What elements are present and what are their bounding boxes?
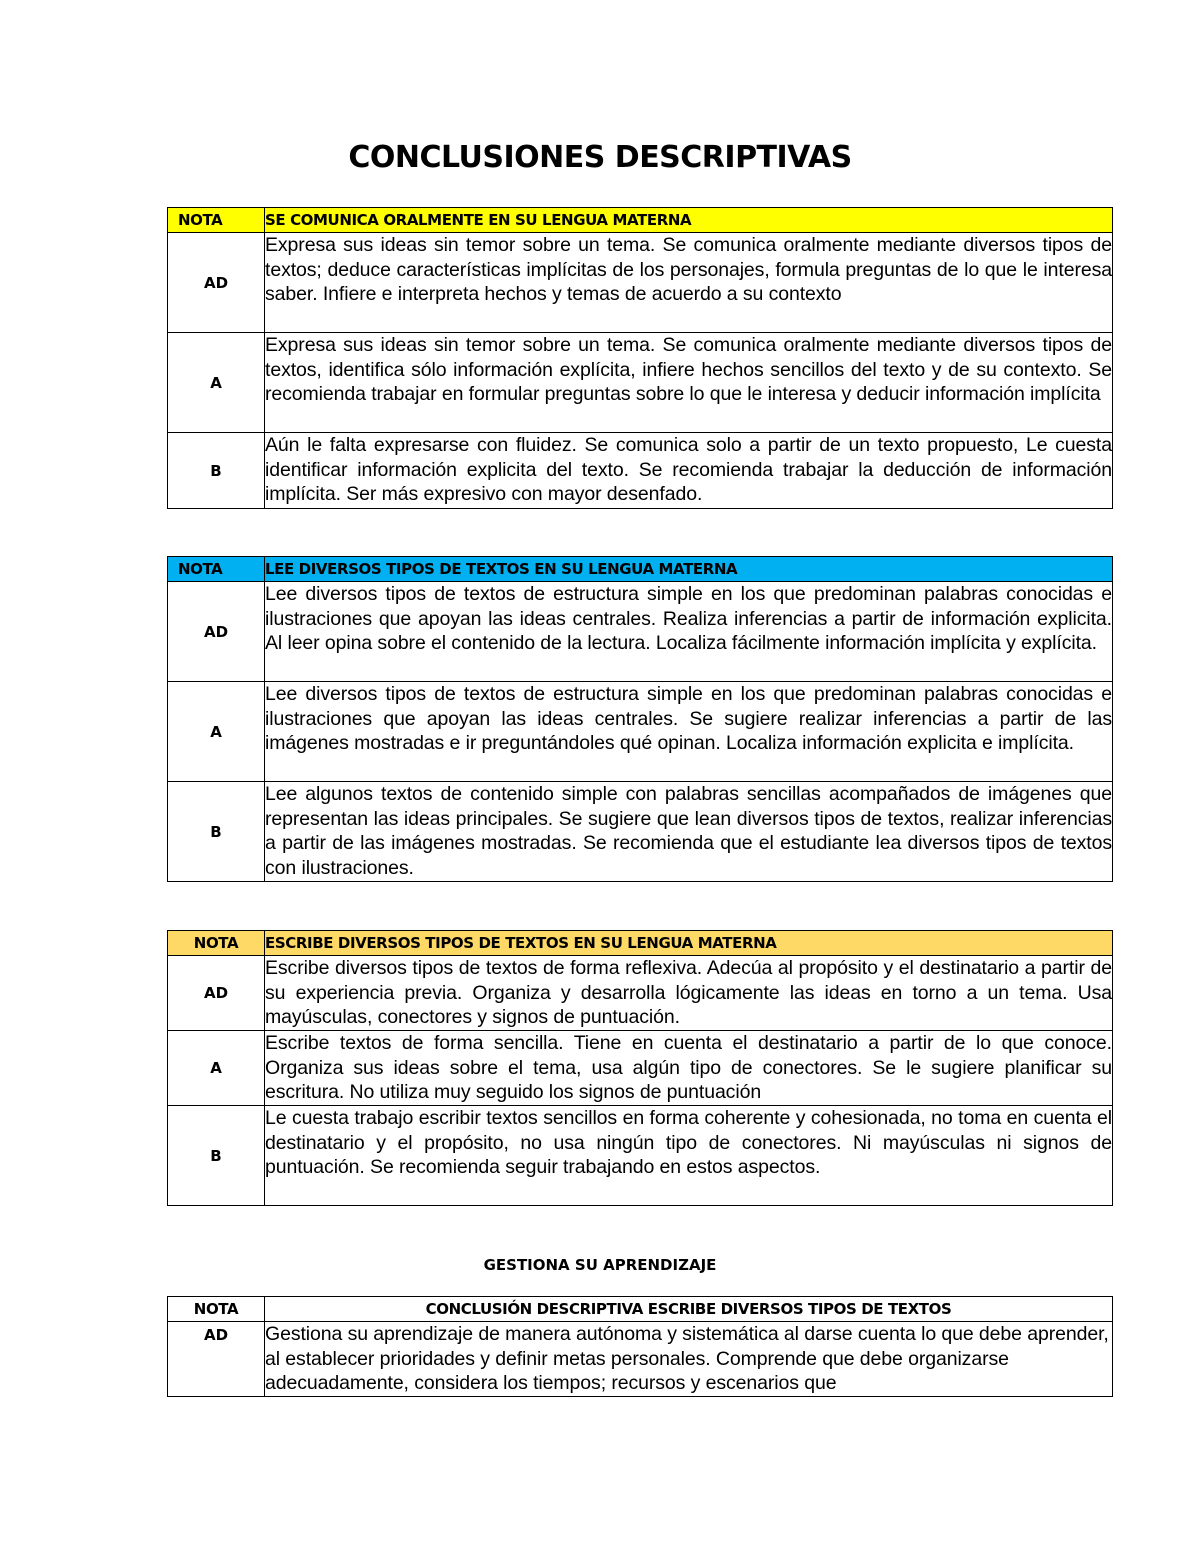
table-header-row xyxy=(168,1297,1113,1322)
competence-header: ESCRIBE DIVERSOS TIPOS DE TEXTOS EN SU LENGUA MATERNA xyxy=(265,931,1113,956)
table-row xyxy=(168,1106,1113,1206)
table-se-comunica-oralmente xyxy=(167,207,1113,509)
description-cell: Gestiona su aprendizaje de manera autónoma y sistemática al darse cuenta lo que debe aprender, al establecer prioridades y definir metas personales. Comprende que debe organizarse adecuadamente, considera los tiempos; recursos y escenarios que xyxy=(265,1322,1113,1397)
table-gestiona-aprendizaje xyxy=(167,1296,1113,1397)
table-row xyxy=(168,1322,1113,1397)
grade-cell: A xyxy=(168,1031,265,1106)
description-cell: Expresa sus ideas sin temor sobre un tema. Se comunica oralmente mediante diversos tipos de textos; deduce características implícitas de los personajes, formula preguntas de lo que le interesa saber. Infiere e interpreta hechos y temas de acuerdo a su contexto xyxy=(265,233,1113,333)
description-cell: Aún le falta expresarse con fluidez. Se comunica solo a partir de un texto propuesto, Le cuesta identificar información explicita del texto. Se recomienda trabajar la deducción de información implícita. Ser más expresivo con mayor desenfado. xyxy=(265,433,1113,509)
description-cell: Lee diversos tipos de textos de estructura simple en los que predominan palabras conocidas e ilustraciones que apoyan las ideas centrales. Se sugiere realizar inferencias a partir de las imágenes mostradas e ir preguntándoles qué opinan. Localiza información explicita e implícita. xyxy=(265,682,1113,782)
table-row xyxy=(168,333,1113,433)
table-row xyxy=(168,1031,1113,1106)
table-row xyxy=(168,782,1113,882)
grade-cell: AD xyxy=(168,233,265,333)
page-title: CONCLUSIONES DESCRIPTIVAS xyxy=(348,140,852,175)
description-cell: Lee diversos tipos de textos de estructura simple en los que predominan palabras conocidas e ilustraciones que apoyan las ideas centrales. Realiza inferencias a partir de información explicita. Al leer opina sobre el contenido de la lectura. Localiza fácilmente información implícita y explícita. xyxy=(265,582,1113,682)
table-row xyxy=(168,233,1113,333)
grade-cell: B xyxy=(168,1106,265,1206)
description-cell: Lee algunos textos de contenido simple con palabras sencillas acompañados de imágenes que representan las ideas principales. Se sugiere que lean diversos tipos de textos, realizar inferencias a partir de las imágenes mostradas. Se recomienda que el estudiante lea diversos tipos de textos con ilustraciones. xyxy=(265,782,1113,882)
grade-cell: AD xyxy=(168,956,265,1031)
table-header-row xyxy=(168,208,1113,233)
grade-cell: B xyxy=(168,433,265,509)
nota-header: NOTA xyxy=(168,208,265,233)
description-cell: Escribe textos de forma sencilla. Tiene en cuenta el destinatario a partir de lo que conoce. Organiza sus ideas sobre el tema, usa algún tipo de conectores. Se le sugiere planificar su escritura. No utiliza muy seguido los signos de puntuación xyxy=(265,1031,1113,1106)
nota-header: NOTA xyxy=(168,931,265,956)
grade-cell: A xyxy=(168,682,265,782)
competence-header: CONCLUSIÓN DESCRIPTIVA ESCRIBE DIVERSOS TIPOS DE TEXTOS xyxy=(265,1297,1113,1322)
description-cell: Le cuesta trabajo escribir textos sencillos en forma coherente y cohesionada, no toma en cuenta el destinatario y el propósito, no usa ningún tipo de conectores. Ni mayúsculas ni signos de puntuación. Se recomienda seguir trabajando en estos aspectos. xyxy=(265,1106,1113,1206)
grade-cell: A xyxy=(168,333,265,433)
grade-cell: AD xyxy=(168,582,265,682)
table-row xyxy=(168,682,1113,782)
table-lee-diversos-textos xyxy=(167,556,1113,882)
competence-header: SE COMUNICA ORALMENTE EN SU LENGUA MATERNA xyxy=(265,208,1113,233)
competence-header: LEE DIVERSOS TIPOS DE TEXTOS EN SU LENGUA MATERNA xyxy=(265,557,1113,582)
grade-cell: B xyxy=(168,782,265,882)
table-header-row xyxy=(168,931,1113,956)
nota-header: NOTA xyxy=(168,557,265,582)
grade-cell: AD xyxy=(168,1322,265,1397)
description-cell: Escribe diversos tipos de textos de forma reflexiva. Adecúa al propósito y el destinatario a partir de su experiencia previa. Organiza y desarrolla lógicamente las ideas en torno a un tema. Usa mayúsculas, conectores y signos de puntuación. xyxy=(265,956,1113,1031)
table-row xyxy=(168,433,1113,509)
description-cell: Expresa sus ideas sin temor sobre un tema. Se comunica oralmente mediante diversos tipos de textos, identifica sólo información explícita, infiere hechos sencillos del texto y de su contexto. Se recomienda trabajar en formular preguntas sobre lo que le interesa y deducir información implícita xyxy=(265,333,1113,433)
table-header-row xyxy=(168,557,1113,582)
section-title: GESTIONA SU APRENDIZAJE xyxy=(483,1256,717,1274)
table-row xyxy=(168,956,1113,1031)
nota-header: NOTA xyxy=(168,1297,265,1322)
table-row xyxy=(168,582,1113,682)
table-escribe-diversos-textos xyxy=(167,930,1113,1206)
